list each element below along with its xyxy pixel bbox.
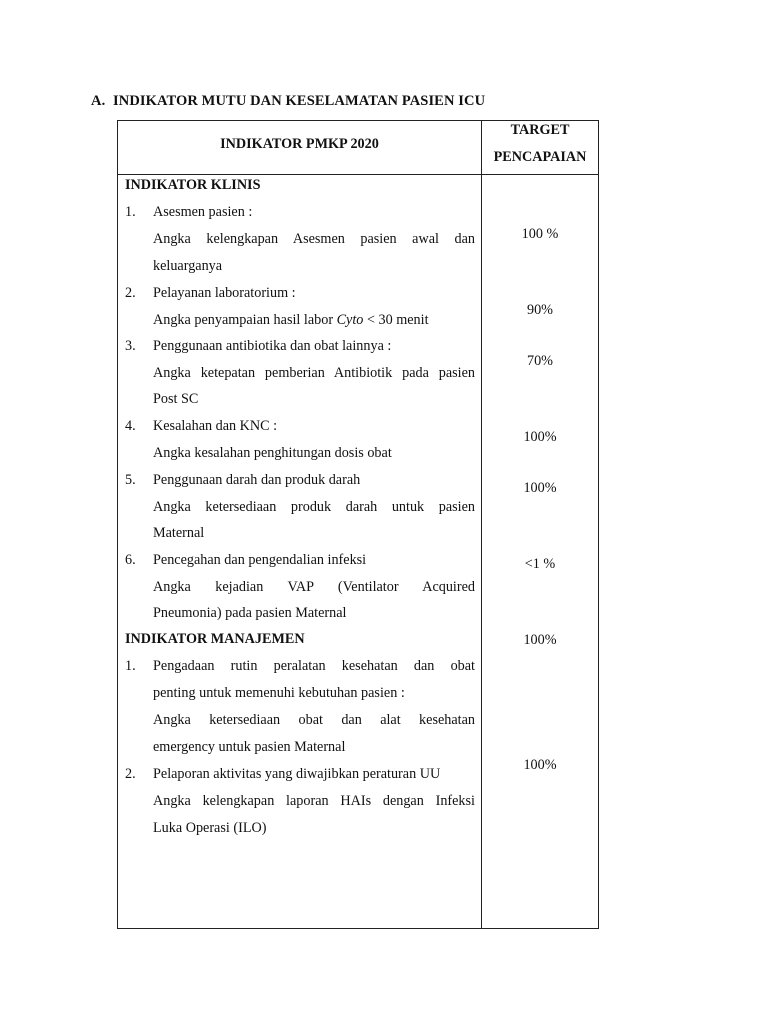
- item-number: 3.: [125, 338, 136, 354]
- item-title: Penggunaan darah dan produk darah: [153, 472, 361, 488]
- item-description-cont: emergency untuk pasien Maternal: [153, 739, 346, 755]
- item-description: Angka kesalahan penghitungan dosis obat: [153, 445, 392, 461]
- item-title: Kesalahan dan KNC :: [153, 418, 278, 434]
- item-description: Angka kelengkapan Asesmen pasien awal dan: [153, 231, 475, 247]
- section-letter: A.: [91, 93, 106, 109]
- item-number: 6.: [125, 552, 136, 568]
- item-title: Asesmen pasien :: [153, 204, 253, 220]
- item-description: Angka kelengkapan laporan HAIs dengan Infeksi: [153, 793, 475, 809]
- item-number: 5.: [125, 472, 136, 488]
- item-description-cont: Maternal: [153, 525, 205, 541]
- item-target: 70%: [526, 353, 553, 369]
- item-title: Pelaporan aktivitas yang diwajibkan peraturan UU: [153, 766, 441, 782]
- item-description: Angka ketepatan pemberian Antibiotik pada pasien: [153, 365, 475, 381]
- item-target: <1 %: [524, 556, 556, 572]
- item-title: Pelayanan laboratorium :: [153, 285, 296, 301]
- header-divider: [118, 174, 598, 175]
- section-klinis: INDIKATOR KLINIS: [125, 177, 261, 193]
- item-description: Angka kejadian VAP (Ventilator Acquired: [153, 579, 475, 595]
- item-description: Angka penyampaian hasil labor Cyto < 30 menit: [153, 312, 429, 328]
- item-number: 1.: [125, 658, 136, 674]
- item-description: Angka ketersediaan obat dan alat kesehatan: [153, 712, 475, 728]
- item-description: Angka ketersediaan produk darah untuk pasien: [153, 499, 475, 515]
- section-heading: [91, 93, 485, 110]
- item-title: Penggunaan antibiotika dan obat lainnya :: [153, 338, 392, 354]
- item-number: 2.: [125, 285, 136, 301]
- indicator-table: [117, 120, 599, 929]
- item-title: Pencegahan dan pengendalian infeksi: [153, 552, 367, 568]
- item-description-cont: Luka Operasi (ILO): [153, 820, 267, 836]
- header-target-line2: PENCAPAIAN: [493, 149, 587, 165]
- section-title: INDIKATOR MUTU DAN KESELAMATAN PASIEN ICU: [113, 93, 486, 109]
- item-description-cont: Post SC: [153, 391, 199, 407]
- item-description-cont: Pneumonia) pada pasien Maternal: [153, 605, 347, 621]
- section-manajemen: INDIKATOR MANAJEMEN: [125, 631, 305, 647]
- item-target: 100%: [523, 632, 557, 648]
- item-target: 90%: [526, 302, 553, 318]
- item-title: Pengadaan rutin peralatan kesehatan dan obat: [153, 658, 475, 674]
- item-number: 2.: [125, 766, 136, 782]
- item-target: 100%: [523, 757, 557, 773]
- header-target-line1: TARGET: [510, 122, 570, 138]
- header-indikator: INDIKATOR PMKP 2020: [220, 136, 379, 152]
- item-number: 4.: [125, 418, 136, 434]
- item-target: 100 %: [521, 226, 559, 242]
- item-number: 1.: [125, 204, 136, 220]
- item-target: 100%: [523, 480, 557, 496]
- item-description-cont: keluarganya: [153, 258, 223, 274]
- item-title-cont: penting untuk memenuhi kebutuhan pasien :: [153, 685, 405, 701]
- item-target: 100%: [523, 429, 557, 445]
